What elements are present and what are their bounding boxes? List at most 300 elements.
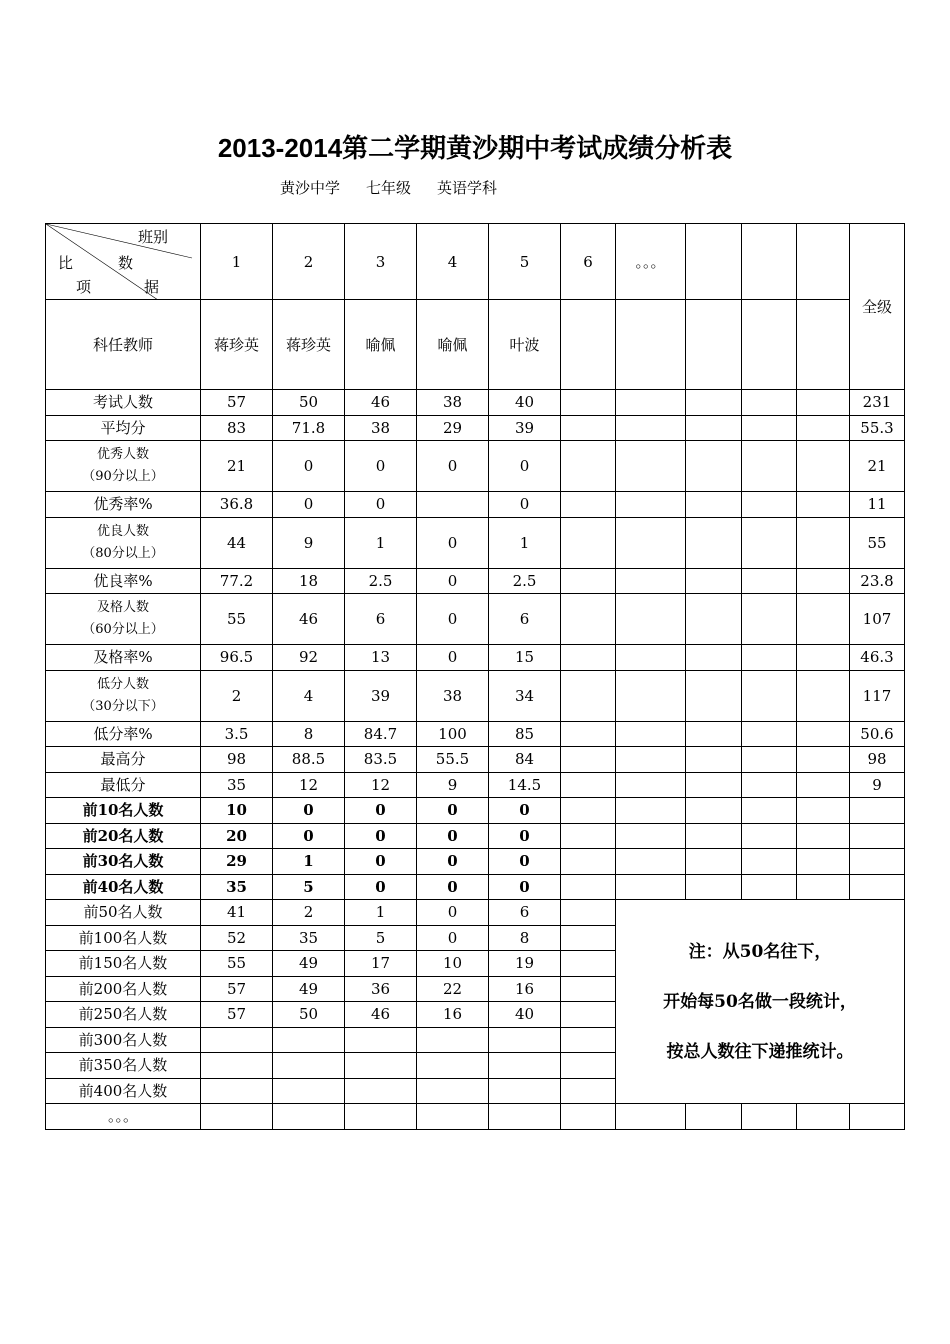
table-row: [46, 798, 905, 824]
empty-cell: [561, 492, 616, 518]
total-cell: 231: [850, 390, 905, 416]
empty-cell: [797, 645, 850, 671]
data-cell: 1: [345, 900, 417, 926]
data-cell: 5: [273, 874, 345, 900]
data-cell: 2: [273, 900, 345, 926]
data-cell: 40: [489, 390, 561, 416]
row-label: 考试人数: [46, 390, 201, 416]
empty-cell: [686, 874, 742, 900]
data-cell: 9: [273, 517, 345, 568]
data-cell: 83.5: [345, 747, 417, 773]
note-line: 注：从50名往下，: [688, 941, 832, 962]
table-row: [46, 441, 905, 492]
data-cell: 0: [417, 900, 489, 926]
data-cell: [201, 1078, 273, 1104]
row-label: 最高分: [46, 747, 201, 773]
row-label-main: 优良人数: [96, 523, 149, 539]
data-cell: 49: [273, 976, 345, 1002]
empty-cell: [616, 772, 686, 798]
row-label: 优秀率%: [46, 492, 201, 518]
empty-cell: [616, 721, 686, 747]
data-cell: 0: [417, 568, 489, 594]
data-cell: 57: [201, 1002, 273, 1028]
empty-cell: [686, 798, 742, 824]
empty-cell: [686, 670, 742, 721]
empty-cell: [686, 747, 742, 773]
data-cell: 6: [489, 900, 561, 926]
empty-cell: [797, 721, 850, 747]
data-cell: 16: [417, 1002, 489, 1028]
empty-cell: [686, 849, 742, 875]
data-cell: 39: [345, 670, 417, 721]
empty-cell: [850, 874, 905, 900]
empty-cell: [742, 823, 797, 849]
data-cell: [489, 1053, 561, 1079]
empty-cell: [686, 721, 742, 747]
row-label-sub: （90分以上）: [82, 469, 164, 484]
teacher-name: 蒋珍英: [201, 300, 273, 390]
data-cell: 10: [201, 798, 273, 824]
subtitle: [280, 177, 523, 198]
empty-cell: [686, 568, 742, 594]
empty-cell: [616, 415, 686, 441]
data-cell: [345, 1027, 417, 1053]
row-label: [46, 517, 201, 568]
data-cell: 1: [489, 517, 561, 568]
data-cell: 46: [273, 594, 345, 645]
empty-cell: [742, 721, 797, 747]
empty-cell: [616, 849, 686, 875]
empty-cell: [616, 798, 686, 824]
row-label: [46, 670, 201, 721]
empty-cell: [561, 1002, 616, 1028]
data-cell: 8: [273, 721, 345, 747]
data-cell: 0: [345, 798, 417, 824]
empty-cell: [616, 441, 686, 492]
data-cell: 1: [345, 517, 417, 568]
row-label-main: 及格人数: [96, 600, 149, 615]
empty-cell: [686, 1104, 742, 1130]
page-title: 2013-2014第二学期黄沙期中考试成绩分析表: [217, 133, 733, 163]
empty-cell: [616, 670, 686, 721]
data-cell: 57: [201, 390, 273, 416]
data-cell: 35: [273, 925, 345, 951]
data-cell: 36: [345, 976, 417, 1002]
empty-cell: [686, 415, 742, 441]
row-label-sub: （80分以上）: [82, 545, 164, 561]
empty-cell: [742, 390, 797, 416]
data-cell: 55: [201, 951, 273, 977]
empty-cell: [686, 823, 742, 849]
empty-cell: [561, 1053, 616, 1079]
table-row: [46, 849, 905, 875]
table-row: [46, 721, 905, 747]
data-cell: 0: [345, 492, 417, 518]
data-cell: [345, 1078, 417, 1104]
data-cell: 9: [417, 772, 489, 798]
teacher-name: [616, 300, 686, 390]
empty-cell: [742, 747, 797, 773]
empty-cell: [742, 849, 797, 875]
row-label: 前50名人数: [46, 900, 201, 926]
empty-cell: [561, 747, 616, 773]
teacher-name: 叶波: [489, 300, 561, 390]
empty-cell: [742, 568, 797, 594]
empty-cell: [561, 874, 616, 900]
data-cell: 1: [273, 849, 345, 875]
empty-cell: [742, 645, 797, 671]
empty-cell: [616, 823, 686, 849]
row-label-sub: （30分以下）: [82, 698, 164, 714]
row-label: 优良率%: [46, 568, 201, 594]
empty-cell: [561, 594, 616, 645]
empty-cell: [742, 1104, 797, 1130]
data-cell: 0: [273, 823, 345, 849]
grade-name: 七年级: [366, 179, 412, 197]
empty-cell: [742, 798, 797, 824]
data-cell: 21: [201, 441, 273, 492]
total-cell: 98: [850, 747, 905, 773]
empty-cell: [201, 1104, 273, 1130]
diag-label-xiang: 项: [76, 278, 92, 296]
data-cell: 46: [345, 390, 417, 416]
total-cell: 21: [850, 441, 905, 492]
empty-cell: [742, 415, 797, 441]
subject-name: 英语学科: [437, 179, 498, 197]
data-cell: 50: [273, 390, 345, 416]
data-cell: 12: [273, 772, 345, 798]
empty-cell: [742, 441, 797, 492]
data-cell: 19: [489, 951, 561, 977]
data-cell: 0: [273, 441, 345, 492]
empty-cell: [616, 1104, 686, 1130]
data-cell: 0: [417, 849, 489, 875]
data-cell: 0: [345, 823, 417, 849]
data-cell: 57: [201, 976, 273, 1002]
data-cell: 100: [417, 721, 489, 747]
empty-cell: [616, 747, 686, 773]
data-cell: 0: [273, 798, 345, 824]
data-cell: [417, 1027, 489, 1053]
total-cell: 55: [850, 517, 905, 568]
data-cell: 39: [489, 415, 561, 441]
data-cell: 20: [201, 823, 273, 849]
empty-cell: [616, 517, 686, 568]
class-header: 。。。: [616, 224, 686, 300]
data-cell: 55: [201, 594, 273, 645]
empty-cell: [561, 441, 616, 492]
data-cell: 10: [417, 951, 489, 977]
empty-cell: [616, 594, 686, 645]
diagonal-header-cell: [46, 224, 201, 300]
score-analysis-table: [45, 223, 905, 1130]
table-row: [46, 1104, 905, 1130]
empty-cell: [797, 798, 850, 824]
data-cell: 29: [201, 849, 273, 875]
data-cell: 84.7: [345, 721, 417, 747]
row-label: 最低分: [46, 772, 201, 798]
class-header: 3: [345, 224, 417, 300]
empty-cell: [273, 1104, 345, 1130]
table-row: [46, 594, 905, 645]
empty-cell: [797, 517, 850, 568]
total-header: 全级: [850, 224, 905, 390]
diag-label-class: 班别: [138, 228, 169, 246]
row-label: 前30名人数: [46, 849, 201, 875]
class-header: 5: [489, 224, 561, 300]
data-cell: 14.5: [489, 772, 561, 798]
class-header: [797, 224, 850, 300]
data-cell: 46: [345, 1002, 417, 1028]
table-row: [46, 747, 905, 773]
table-row: [46, 874, 905, 900]
empty-cell: [561, 390, 616, 416]
teacher-name: [797, 300, 850, 390]
header-row: [46, 224, 905, 300]
table-row: [46, 900, 905, 926]
teacher-name: [561, 300, 616, 390]
data-cell: 98: [201, 747, 273, 773]
empty-cell: [797, 747, 850, 773]
data-cell: 5: [345, 925, 417, 951]
data-cell: 0: [489, 798, 561, 824]
data-cell: 8: [489, 925, 561, 951]
row-label: 前350名人数: [46, 1053, 201, 1079]
empty-cell: [742, 874, 797, 900]
data-cell: 0: [489, 849, 561, 875]
table-row: [46, 772, 905, 798]
empty-cell: [686, 594, 742, 645]
row-label: 前400名人数: [46, 1078, 201, 1104]
empty-cell: [797, 823, 850, 849]
row-label-main: 优秀人数: [96, 447, 149, 462]
class-header: 6: [561, 224, 616, 300]
data-cell: 17: [345, 951, 417, 977]
empty-cell: [345, 1104, 417, 1130]
data-cell: 92: [273, 645, 345, 671]
data-cell: [201, 1053, 273, 1079]
row-label: 低分率%: [46, 721, 201, 747]
row-label: [46, 441, 201, 492]
data-cell: 38: [345, 415, 417, 441]
data-cell: [417, 1078, 489, 1104]
table-row: [46, 517, 905, 568]
row-label: 前10名人数: [46, 798, 201, 824]
total-cell: 55.3: [850, 415, 905, 441]
school-name: 黄沙中学: [280, 179, 341, 197]
data-cell: 0: [417, 798, 489, 824]
empty-cell: [561, 670, 616, 721]
empty-cell: [616, 874, 686, 900]
empty-cell: [417, 1104, 489, 1130]
class-header: [742, 224, 797, 300]
data-cell: 0: [417, 594, 489, 645]
empty-cell: [616, 568, 686, 594]
empty-cell: [686, 390, 742, 416]
empty-cell: [797, 441, 850, 492]
data-cell: 41: [201, 900, 273, 926]
note-block: [616, 900, 905, 1104]
total-cell: 46.3: [850, 645, 905, 671]
row-label: 。。。: [46, 1104, 201, 1130]
row-label: 及格率%: [46, 645, 201, 671]
data-cell: [345, 1053, 417, 1079]
empty-cell: [561, 1027, 616, 1053]
empty-cell: [561, 415, 616, 441]
empty-cell: [850, 823, 905, 849]
data-cell: 34: [489, 670, 561, 721]
empty-cell: [797, 670, 850, 721]
row-label: 前150名人数: [46, 951, 201, 977]
data-cell: 35: [201, 874, 273, 900]
data-cell: [489, 1027, 561, 1053]
empty-cell: [561, 1078, 616, 1104]
table-row: [46, 390, 905, 416]
row-label: 前100名人数: [46, 925, 201, 951]
empty-cell: [561, 772, 616, 798]
class-header: 4: [417, 224, 489, 300]
table-row: [46, 823, 905, 849]
empty-cell: [797, 1104, 850, 1130]
empty-cell: [616, 645, 686, 671]
data-cell: 83: [201, 415, 273, 441]
empty-cell: [742, 772, 797, 798]
data-cell: 38: [417, 390, 489, 416]
data-cell: 16: [489, 976, 561, 1002]
diag-label-ju: 据: [144, 278, 160, 296]
data-cell: 71.8: [273, 415, 345, 441]
teacher-name: 喻佩: [345, 300, 417, 390]
empty-cell: [561, 976, 616, 1002]
empty-cell: [850, 849, 905, 875]
empty-cell: [686, 441, 742, 492]
data-cell: 2: [201, 670, 273, 721]
empty-cell: [742, 670, 797, 721]
total-cell: 9: [850, 772, 905, 798]
data-cell: 18: [273, 568, 345, 594]
row-label: [46, 594, 201, 645]
empty-cell: [850, 798, 905, 824]
teacher-name: 喻佩: [417, 300, 489, 390]
data-cell: [417, 1053, 489, 1079]
empty-cell: [686, 517, 742, 568]
empty-cell: [616, 390, 686, 416]
total-cell: 117: [850, 670, 905, 721]
row-label: 前20名人数: [46, 823, 201, 849]
row-label: 前250名人数: [46, 1002, 201, 1028]
data-cell: 36.8: [201, 492, 273, 518]
data-cell: 50: [273, 1002, 345, 1028]
data-cell: 22: [417, 976, 489, 1002]
data-cell: [417, 492, 489, 518]
data-cell: 0: [345, 874, 417, 900]
table-row: [46, 670, 905, 721]
data-cell: 77.2: [201, 568, 273, 594]
empty-cell: [797, 390, 850, 416]
data-cell: 15: [489, 645, 561, 671]
empty-cell: [489, 1104, 561, 1130]
data-cell: [201, 1027, 273, 1053]
data-cell: [273, 1053, 345, 1079]
data-cell: 0: [417, 874, 489, 900]
class-header: [686, 224, 742, 300]
empty-cell: [561, 798, 616, 824]
table-row: [46, 492, 905, 518]
data-cell: 0: [417, 645, 489, 671]
note-line: 开始每50名做一段统计，: [663, 991, 857, 1012]
data-cell: 0: [417, 925, 489, 951]
data-cell: 12: [345, 772, 417, 798]
total-cell: 107: [850, 594, 905, 645]
data-cell: 40: [489, 1002, 561, 1028]
empty-cell: [742, 517, 797, 568]
class-header: 1: [201, 224, 273, 300]
empty-cell: [797, 568, 850, 594]
empty-cell: [561, 645, 616, 671]
data-cell: 29: [417, 415, 489, 441]
data-cell: 49: [273, 951, 345, 977]
data-cell: 6: [345, 594, 417, 645]
table-row: [46, 645, 905, 671]
data-cell: 0: [489, 823, 561, 849]
empty-cell: [742, 594, 797, 645]
data-cell: [273, 1027, 345, 1053]
empty-cell: [561, 849, 616, 875]
data-cell: 3.5: [201, 721, 273, 747]
data-cell: 0: [273, 492, 345, 518]
teacher-name: 蒋珍英: [273, 300, 345, 390]
data-cell: 6: [489, 594, 561, 645]
empty-cell: [797, 772, 850, 798]
data-cell: 88.5: [273, 747, 345, 773]
empty-cell: [561, 568, 616, 594]
class-header: 2: [273, 224, 345, 300]
data-cell: 2.5: [345, 568, 417, 594]
empty-cell: [797, 594, 850, 645]
data-cell: 0: [417, 823, 489, 849]
data-cell: 0: [345, 441, 417, 492]
data-cell: 55.5: [417, 747, 489, 773]
empty-cell: [797, 849, 850, 875]
row-label-main: 低分人数: [96, 676, 149, 692]
empty-cell: [561, 951, 616, 977]
empty-cell: [561, 1104, 616, 1130]
data-cell: [273, 1078, 345, 1104]
data-cell: 96.5: [201, 645, 273, 671]
teacher-name: [686, 300, 742, 390]
data-cell: 44: [201, 517, 273, 568]
diag-label-shu: 数: [118, 254, 134, 272]
empty-cell: [686, 645, 742, 671]
empty-cell: [686, 492, 742, 518]
data-cell: 0: [417, 441, 489, 492]
empty-cell: [686, 772, 742, 798]
row-label: 前40名人数: [46, 874, 201, 900]
empty-cell: [797, 492, 850, 518]
data-cell: 38: [417, 670, 489, 721]
total-cell: 23.8: [850, 568, 905, 594]
empty-cell: [797, 874, 850, 900]
data-cell: [489, 1078, 561, 1104]
teacher-label: 科任教师: [46, 300, 201, 390]
total-cell: 50.6: [850, 721, 905, 747]
table-row: [46, 415, 905, 441]
row-label-sub: （60分以上）: [82, 622, 164, 637]
data-cell: 0: [345, 849, 417, 875]
empty-cell: [561, 823, 616, 849]
data-cell: 0: [489, 492, 561, 518]
empty-cell: [797, 415, 850, 441]
